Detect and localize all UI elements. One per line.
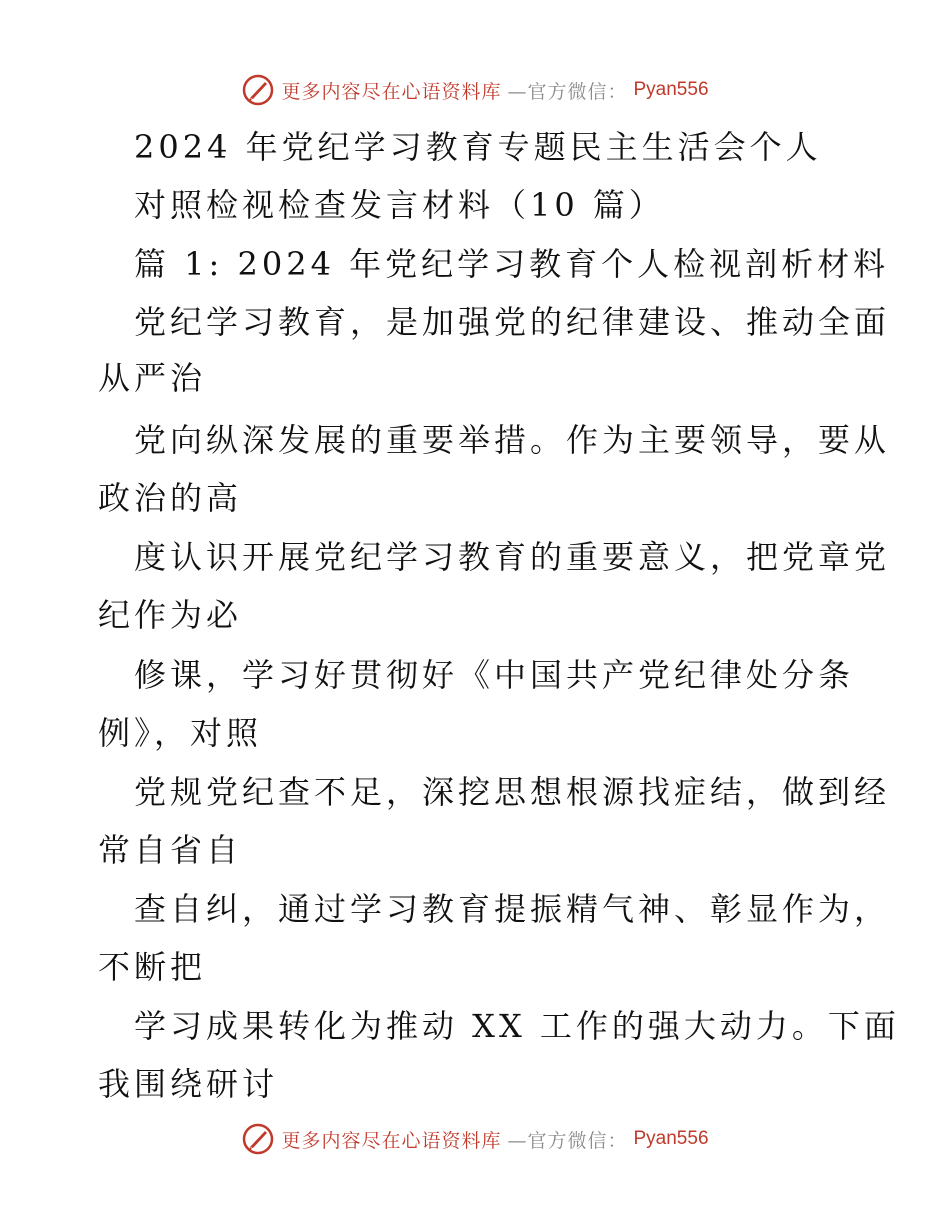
body-line: 学习成果转化为推动 XX 工作的强大动力。下面	[134, 1007, 900, 1045]
body-line: 政治的高	[98, 479, 243, 517]
footer-separator-text: —官方微信：	[507, 1129, 628, 1152]
body-line: 我围绕研讨	[98, 1065, 279, 1103]
body-line: 修课，学习好贯彻好《中国共产党纪律处分条	[134, 656, 855, 694]
body-line: 从严治	[98, 359, 207, 397]
body-line: 党纪学习教育，是加强党的纪律建设、推动全面	[134, 303, 891, 341]
body-line: 度认识开展党纪学习教育的重要意义，把党章党	[134, 538, 891, 576]
quill-seal-icon	[241, 1122, 275, 1156]
footer-account-id: Pyan556	[633, 1128, 709, 1149]
document-title-line-1: 2024 年党纪学习教育专题民主生活会个人	[134, 128, 822, 166]
body-line: 例》，对照	[98, 714, 263, 752]
footer-banner	[0, 1119, 950, 1159]
body-line: 党向纵深发展的重要举措。作为主要领导，要从	[134, 421, 891, 459]
body-line: 查自纠，通过学习教育提振精气神、彰显作为，	[134, 890, 891, 928]
footer-brand-text: 更多内容尽在心语资料库	[281, 1129, 502, 1152]
body-line: 不断把	[98, 948, 207, 986]
header-account-id: Pyan556	[633, 79, 709, 100]
document-title-line-2: 对照检视检查发言材料（10 篇）	[134, 186, 665, 224]
body-line: 党规党纪查不足，深挖思想根源找症结，做到经	[134, 773, 891, 811]
body-line: 纪作为必	[98, 596, 243, 634]
section-heading: 篇 1: 2024 年党纪学习教育个人检视剖析材料	[134, 245, 890, 283]
header-brand-text: 更多内容尽在心语资料库	[281, 80, 502, 103]
body-line: 常自省自	[98, 831, 243, 869]
header-separator-text: —官方微信：	[507, 80, 628, 103]
